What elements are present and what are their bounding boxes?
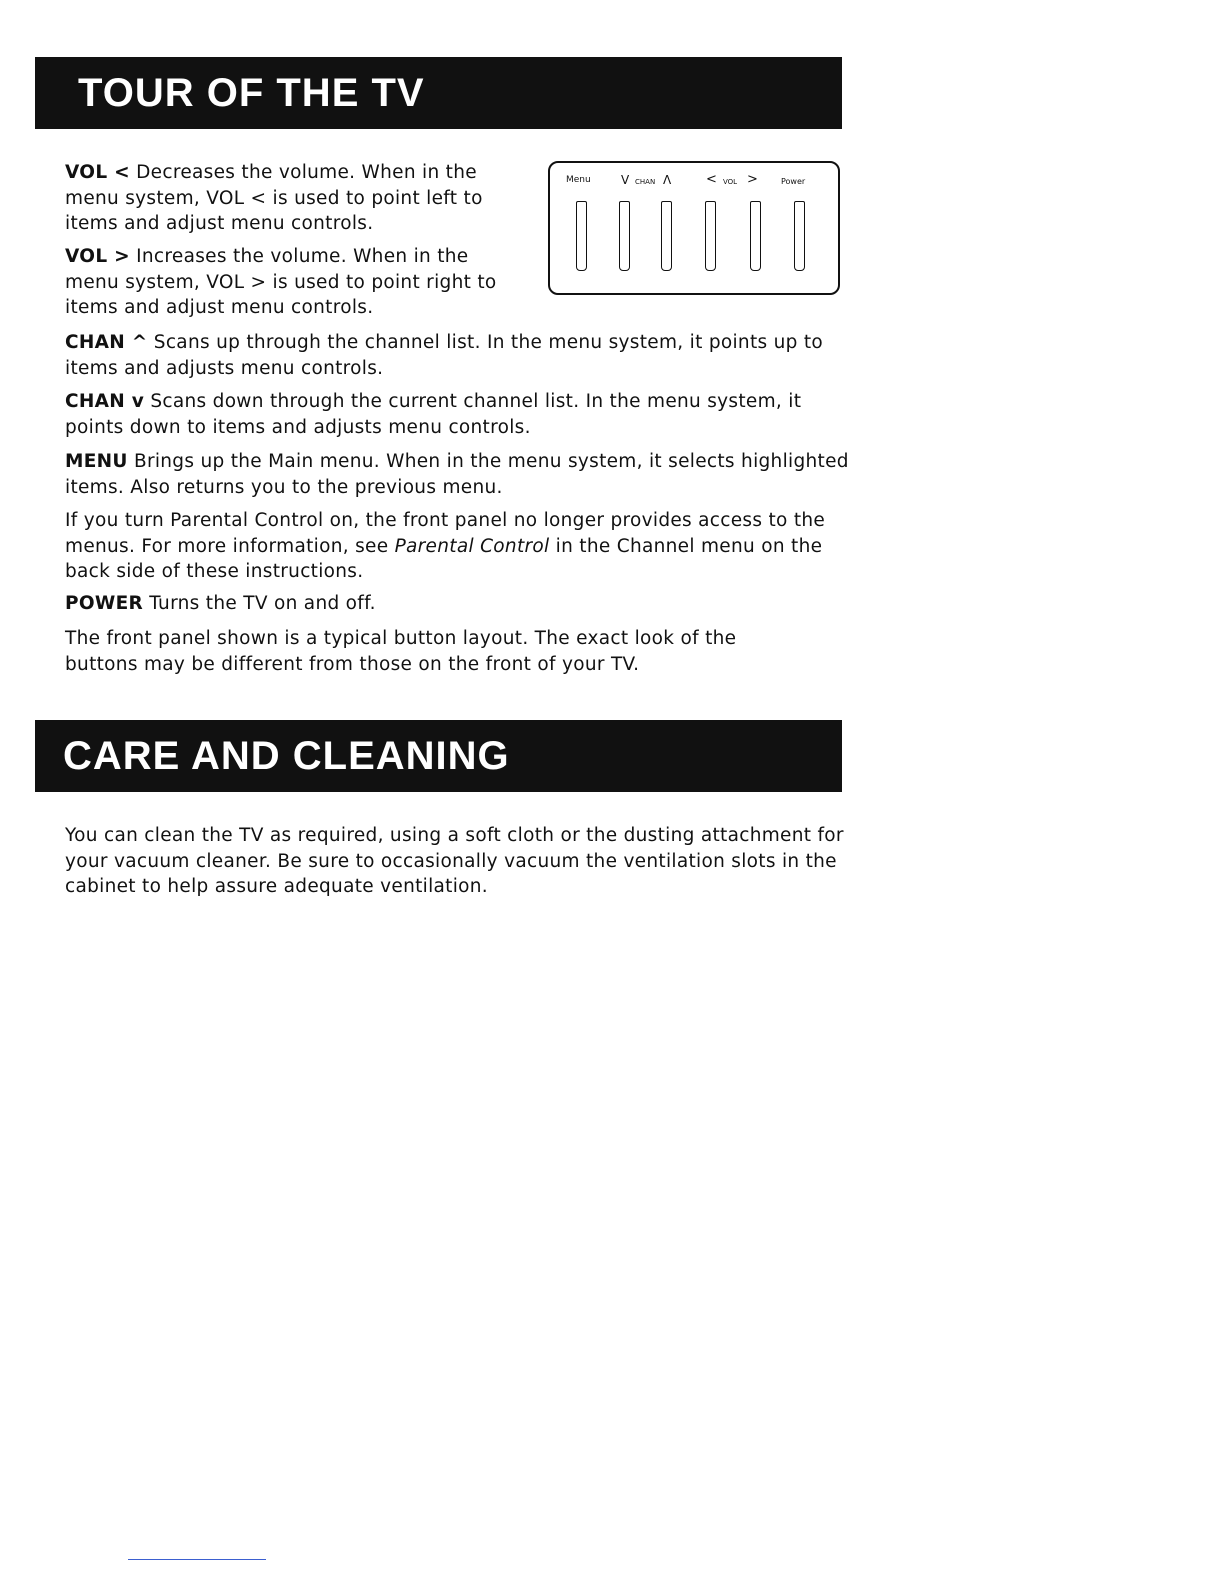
vol-down-description — [65, 160, 520, 237]
key-description: Increases the volume. When in the menu system, VOL > is used to point right to items and adjust menu controls. — [65, 246, 497, 318]
bottom-rule — [128, 1559, 266, 1560]
parental-control-reference: Parental Control — [394, 535, 550, 557]
panel-chan-label: CHAN — [635, 178, 656, 186]
section-title: CARE AND CLEANING — [63, 734, 510, 778]
chan-up-arrow-icon: Λ — [663, 173, 672, 187]
key-label: CHAN v — [65, 391, 145, 412]
key-description: Decreases the volume. When in the menu system, VOL < is used to point left to items and adjust menu controls. — [65, 162, 483, 234]
section-header-care — [35, 720, 842, 792]
panel-vol-label: VOL — [723, 178, 738, 186]
note-text: in the Channel menu on the back side of these instructions. — [65, 535, 823, 582]
key-label: POWER — [65, 593, 144, 614]
chan-down-arrow-icon: V — [621, 173, 630, 187]
key-label: CHAN ^ — [65, 332, 148, 353]
power-description — [65, 591, 855, 617]
panel-layout-note: The front panel shown is a typical button layout. The exact look of the buttons may be different from those on the front of your TV. — [65, 628, 737, 675]
vol-down-button-icon — [705, 201, 716, 271]
key-label: MENU — [65, 451, 128, 472]
key-description: Brings up the Main menu. When in the menu system, it selects highlighted items. Also returns you to the previous menu. — [65, 451, 849, 498]
menu-description — [65, 449, 855, 500]
note-text: If you turn Parental Control on, the front panel no longer provides access to the menus. For more information, see — [65, 510, 826, 557]
vol-up-button-icon — [750, 201, 761, 271]
chan-up-button-icon — [661, 201, 672, 271]
section-header-tour — [35, 57, 842, 129]
key-label: VOL > — [65, 246, 130, 267]
parental-control-note — [65, 508, 855, 585]
care-cleaning-text: You can clean the TV as required, using a soft cloth or the dusting attachment for your vacuum cleaner. Be sure to occasionally vacuum the ventilation slots in the cabinet to help assure adequate ventilation. — [65, 825, 844, 897]
vol-left-arrow-icon: < — [706, 172, 717, 187]
power-button-icon — [794, 201, 805, 271]
panel-power-label: Power — [781, 177, 806, 186]
chan-down-description — [65, 389, 855, 440]
chan-down-button-icon — [619, 201, 630, 271]
section-title: TOUR OF THE TV — [78, 71, 425, 115]
panel-menu-label: Menu — [566, 175, 591, 185]
menu-button-icon — [576, 201, 587, 271]
key-description: Scans down through the current channel list. In the menu system, it points down to items and adjusts menu controls. — [65, 391, 802, 438]
key-description: Scans up through the channel list. In the menu system, it points up to items and adjusts menu controls. — [65, 332, 824, 379]
key-description: Turns the TV on and off. — [143, 593, 376, 614]
key-label: VOL < — [65, 162, 130, 183]
chan-up-description — [65, 330, 855, 381]
vol-up-description — [65, 244, 520, 321]
front-panel-diagram — [548, 161, 840, 295]
vol-right-arrow-icon: > — [747, 172, 758, 187]
